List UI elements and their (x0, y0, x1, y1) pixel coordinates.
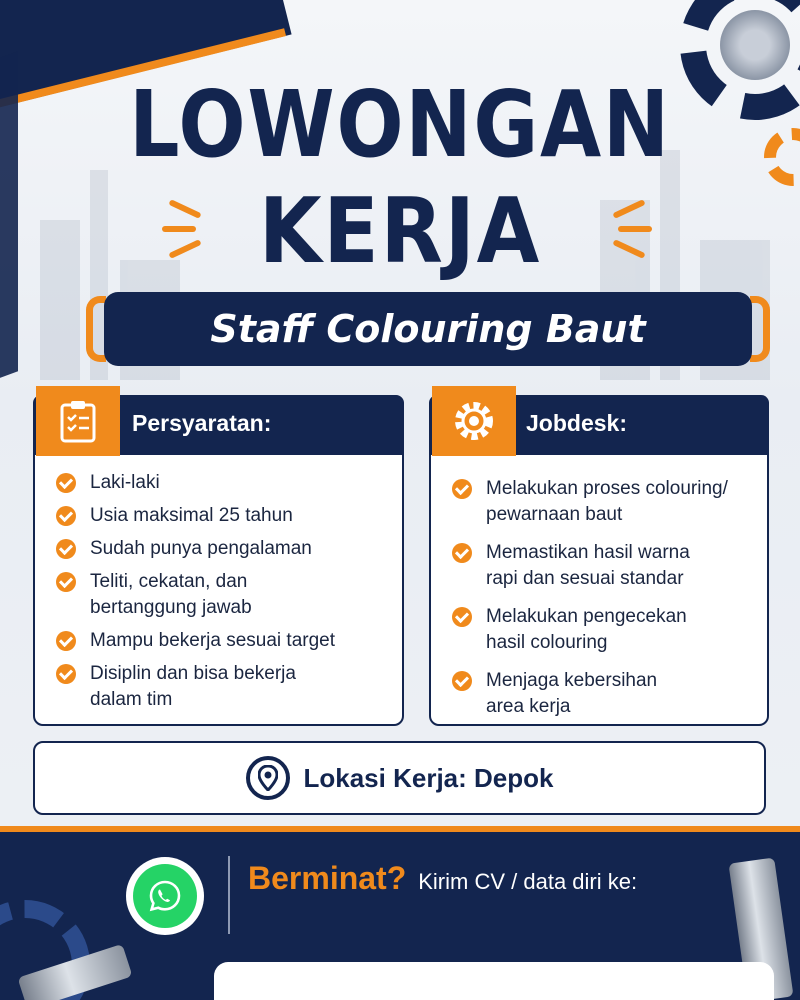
list-item: Melakukan proses colouring/ pewarnaan baut (452, 476, 752, 528)
call-to-action (248, 860, 637, 897)
check-icon (452, 479, 472, 499)
requirements-heading: Persyaratan: (132, 410, 272, 436)
jobdesk-heading: Jobdesk: (526, 410, 627, 436)
check-icon (452, 671, 472, 691)
list-item: Disiplin dan bisa bekerja dalam tim (56, 661, 386, 713)
check-icon (56, 506, 76, 526)
side-stripe-navy (0, 51, 18, 388)
list-item: Teliti, cekatan, dan bertanggung jawab (56, 569, 386, 621)
check-icon (56, 539, 76, 559)
requirements-list (56, 470, 386, 720)
clipboard-checklist-icon (36, 386, 120, 456)
cta-strong: Berminat? (248, 860, 407, 896)
banner-bracket-right (750, 296, 770, 362)
list-item: Melakukan pengecekan hasil colouring (452, 604, 752, 656)
location-box (33, 741, 766, 815)
list-item: Usia maksimal 25 tahun (56, 503, 386, 529)
list-item: Menjaga kebersihan area kerja (452, 668, 752, 720)
cta-rest: Kirim CV / data diri ke: (418, 869, 638, 894)
check-icon (56, 473, 76, 493)
location-label: Lokasi Kerja: Depok (303, 762, 554, 793)
list-item: Memastikan hasil warna rapi dan sesuai standar (452, 540, 752, 592)
check-icon (56, 572, 76, 592)
list-item: Laki-laki (56, 470, 386, 496)
list-item: Mampu bekerja sesuai target (56, 628, 386, 654)
title-line-1: LOWONGAN (129, 71, 671, 178)
title-line-2: KERJA (258, 179, 542, 284)
banner-bracket-left (86, 296, 106, 362)
position-title: Staff Colouring Baut (210, 307, 646, 351)
check-icon (56, 631, 76, 651)
map-pin-icon (246, 756, 290, 800)
jobdesk-list (452, 476, 752, 727)
contact-bar (214, 962, 774, 1000)
check-icon (452, 543, 472, 563)
whatsapp-icon[interactable] (126, 857, 204, 935)
check-icon (452, 607, 472, 627)
check-icon (56, 664, 76, 684)
gear-icon (432, 386, 516, 456)
footer-divider (228, 856, 230, 934)
list-item: Sudah punya pengalaman (56, 536, 386, 562)
